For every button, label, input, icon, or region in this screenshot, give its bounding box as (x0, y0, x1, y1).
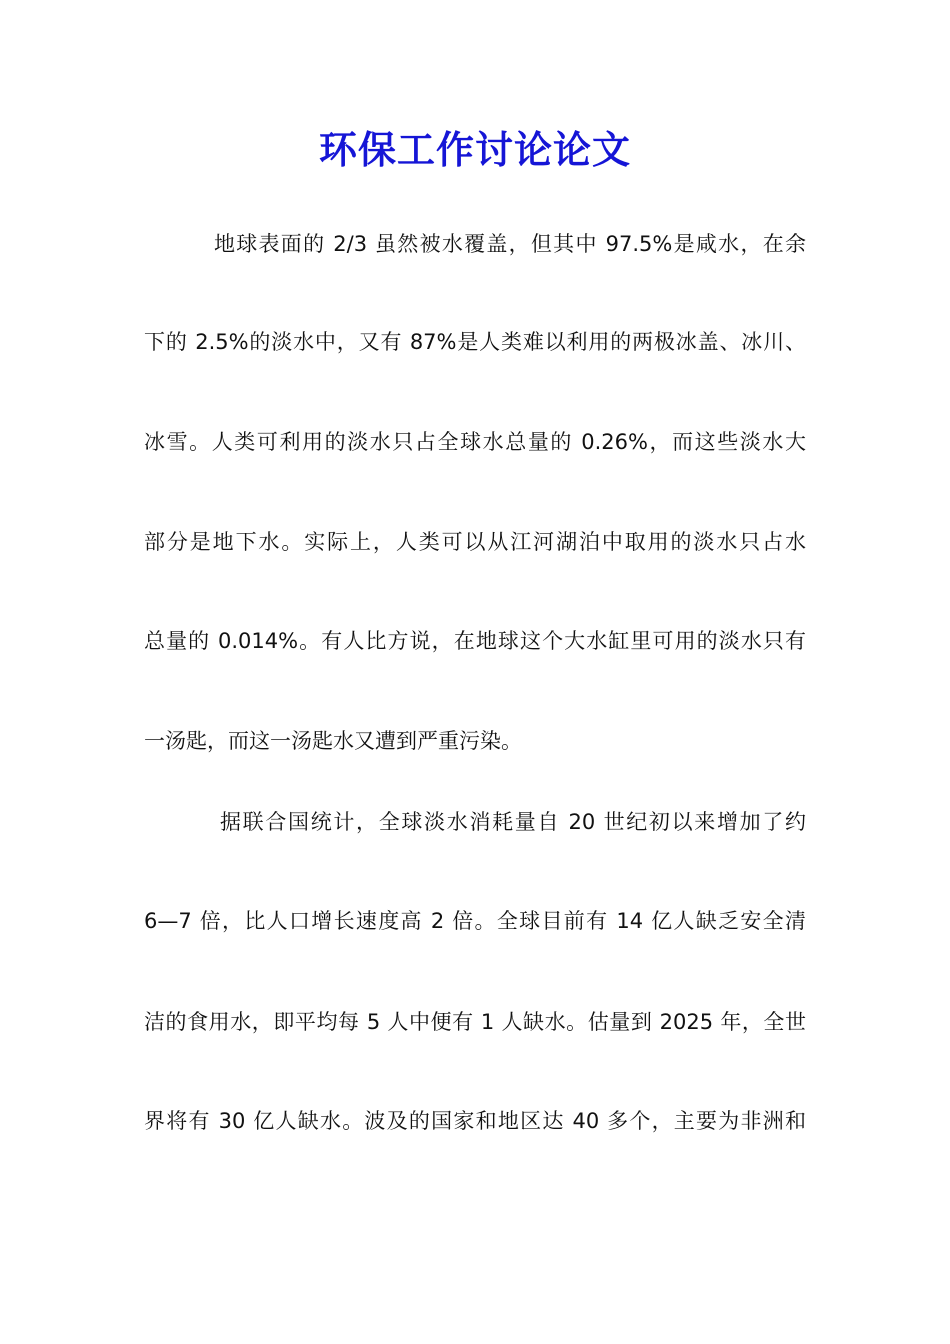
paragraph-line: 部分是地下水。实际上，人类可以从江河湖泊中取用的淡水只占水 (144, 530, 806, 554)
paragraph-line: 一汤匙，而这一汤匙水又遭到严重污染。 (144, 729, 522, 753)
paragraph-line: 下的 2.5%的淡水中，又有 87%是人类难以利用的两极冰盖、冰川、 (144, 330, 806, 354)
paragraph-line: 界将有 30 亿人缺水。波及的国家和地区达 40 多个，主要为非洲和 (144, 1109, 806, 1133)
paragraph-line: 6—7 倍，比人口增长速度高 2 倍。全球目前有 14 亿人缺乏安全清 (144, 909, 806, 933)
paragraph-line: 洁的食用水，即平均每 5 人中便有 1 人缺水。估量到 2025 年，全世 (144, 1010, 806, 1034)
paragraph-line: 据联合国统计，全球淡水消耗量自 20 世纪初以来增加了约 (220, 810, 806, 834)
paragraph-line: 总量的 0.014%。有人比方说，在地球这个大水缸里可用的淡水只有 (144, 629, 806, 653)
paragraph-line: 冰雪。人类可利用的淡水只占全球水总量的 0.26%，而这些淡水大 (144, 430, 806, 454)
paragraph-line: 地球表面的 2/3 虽然被水覆盖，但其中 97.5%是咸水，在余 (214, 232, 806, 256)
document-title: 环保工作讨论论文 (318, 127, 631, 172)
